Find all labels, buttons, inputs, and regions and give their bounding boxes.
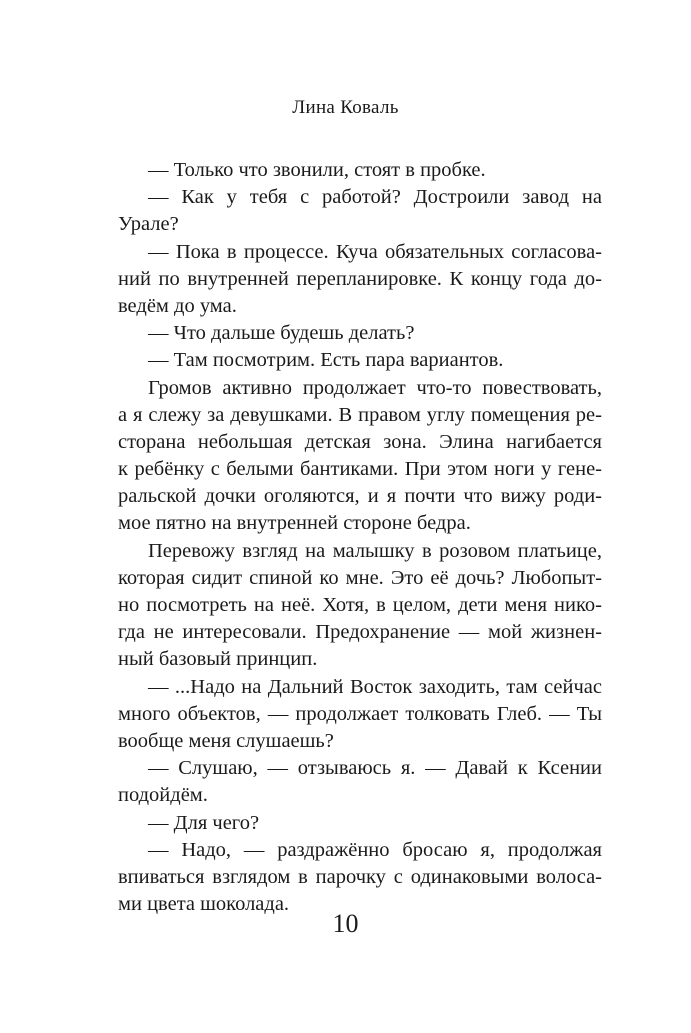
text-line: к ребёнку с белыми бантиками. При этом ноги у гене- bbox=[118, 458, 602, 481]
text-line: сторана небольшая детская зона. Элина нагибается bbox=[118, 430, 602, 453]
text-line: Перевожу взгляд на малышку в розовом платьице, bbox=[148, 539, 602, 562]
body-text bbox=[118, 157, 602, 918]
text-line: — ...Надо на Дальний Восток заходить, там сейчас bbox=[148, 675, 602, 698]
text-line: Громов активно продолжает что-то повествовать, bbox=[148, 376, 602, 399]
text-line: — Для чего? bbox=[148, 811, 260, 834]
text-line: а я слежу за девушками. В правом углу помещения ре- bbox=[118, 403, 602, 426]
text-line: — Только что звонили, стоят в пробке. bbox=[148, 159, 486, 181]
text-line: ральской дочки оголяются, и я почти что вижу роди- bbox=[118, 485, 602, 508]
text-line: гда не интересовали. Предохранение — мой жизнен- bbox=[118, 621, 602, 644]
text-line: ми цвета шоколада. bbox=[118, 893, 290, 916]
text-line: ный базовый принцип. bbox=[118, 648, 318, 671]
text-line: — Как у тебя с работой? Достроили завод на bbox=[148, 186, 602, 209]
text-line: много объектов, — продолжает толковать Глеб. — Ты bbox=[118, 702, 602, 725]
text-line: — Что дальше будешь делать? bbox=[148, 322, 415, 345]
text-line: подойдём. bbox=[118, 784, 208, 807]
text-line: которая сидит спиной ко мне. Это её дочь? Любопыт- bbox=[118, 566, 602, 589]
text-line: мое пятно на внутренней стороне бедра. bbox=[118, 512, 471, 535]
text-line: — Там посмотрим. Есть пара вариантов. bbox=[148, 349, 504, 372]
text-line: — Пока в процессе. Куча обязательных согласова- bbox=[148, 240, 602, 263]
text-line: но посмотреть на неё. Хотя, в целом, дети меня нико- bbox=[118, 594, 602, 616]
running-head-author: Лина Коваль bbox=[292, 97, 399, 118]
page-number: 10 bbox=[332, 909, 359, 938]
text-line: — Слушаю, — отзываюсь я. — Давай к Ксении bbox=[148, 757, 602, 780]
text-line: впиваться взглядом в парочку с одинаковыми волоса- bbox=[118, 865, 602, 888]
text-line: ведём до ума. bbox=[118, 294, 237, 317]
text-line: — Надо, — раздражённо бросаю я, продолжая bbox=[148, 838, 602, 861]
text-line: вообще меня слушаешь? bbox=[118, 729, 334, 752]
text-line: Урале? bbox=[118, 213, 179, 236]
text-line: ний по внутренней перепланировке. К концу года до- bbox=[118, 267, 602, 290]
